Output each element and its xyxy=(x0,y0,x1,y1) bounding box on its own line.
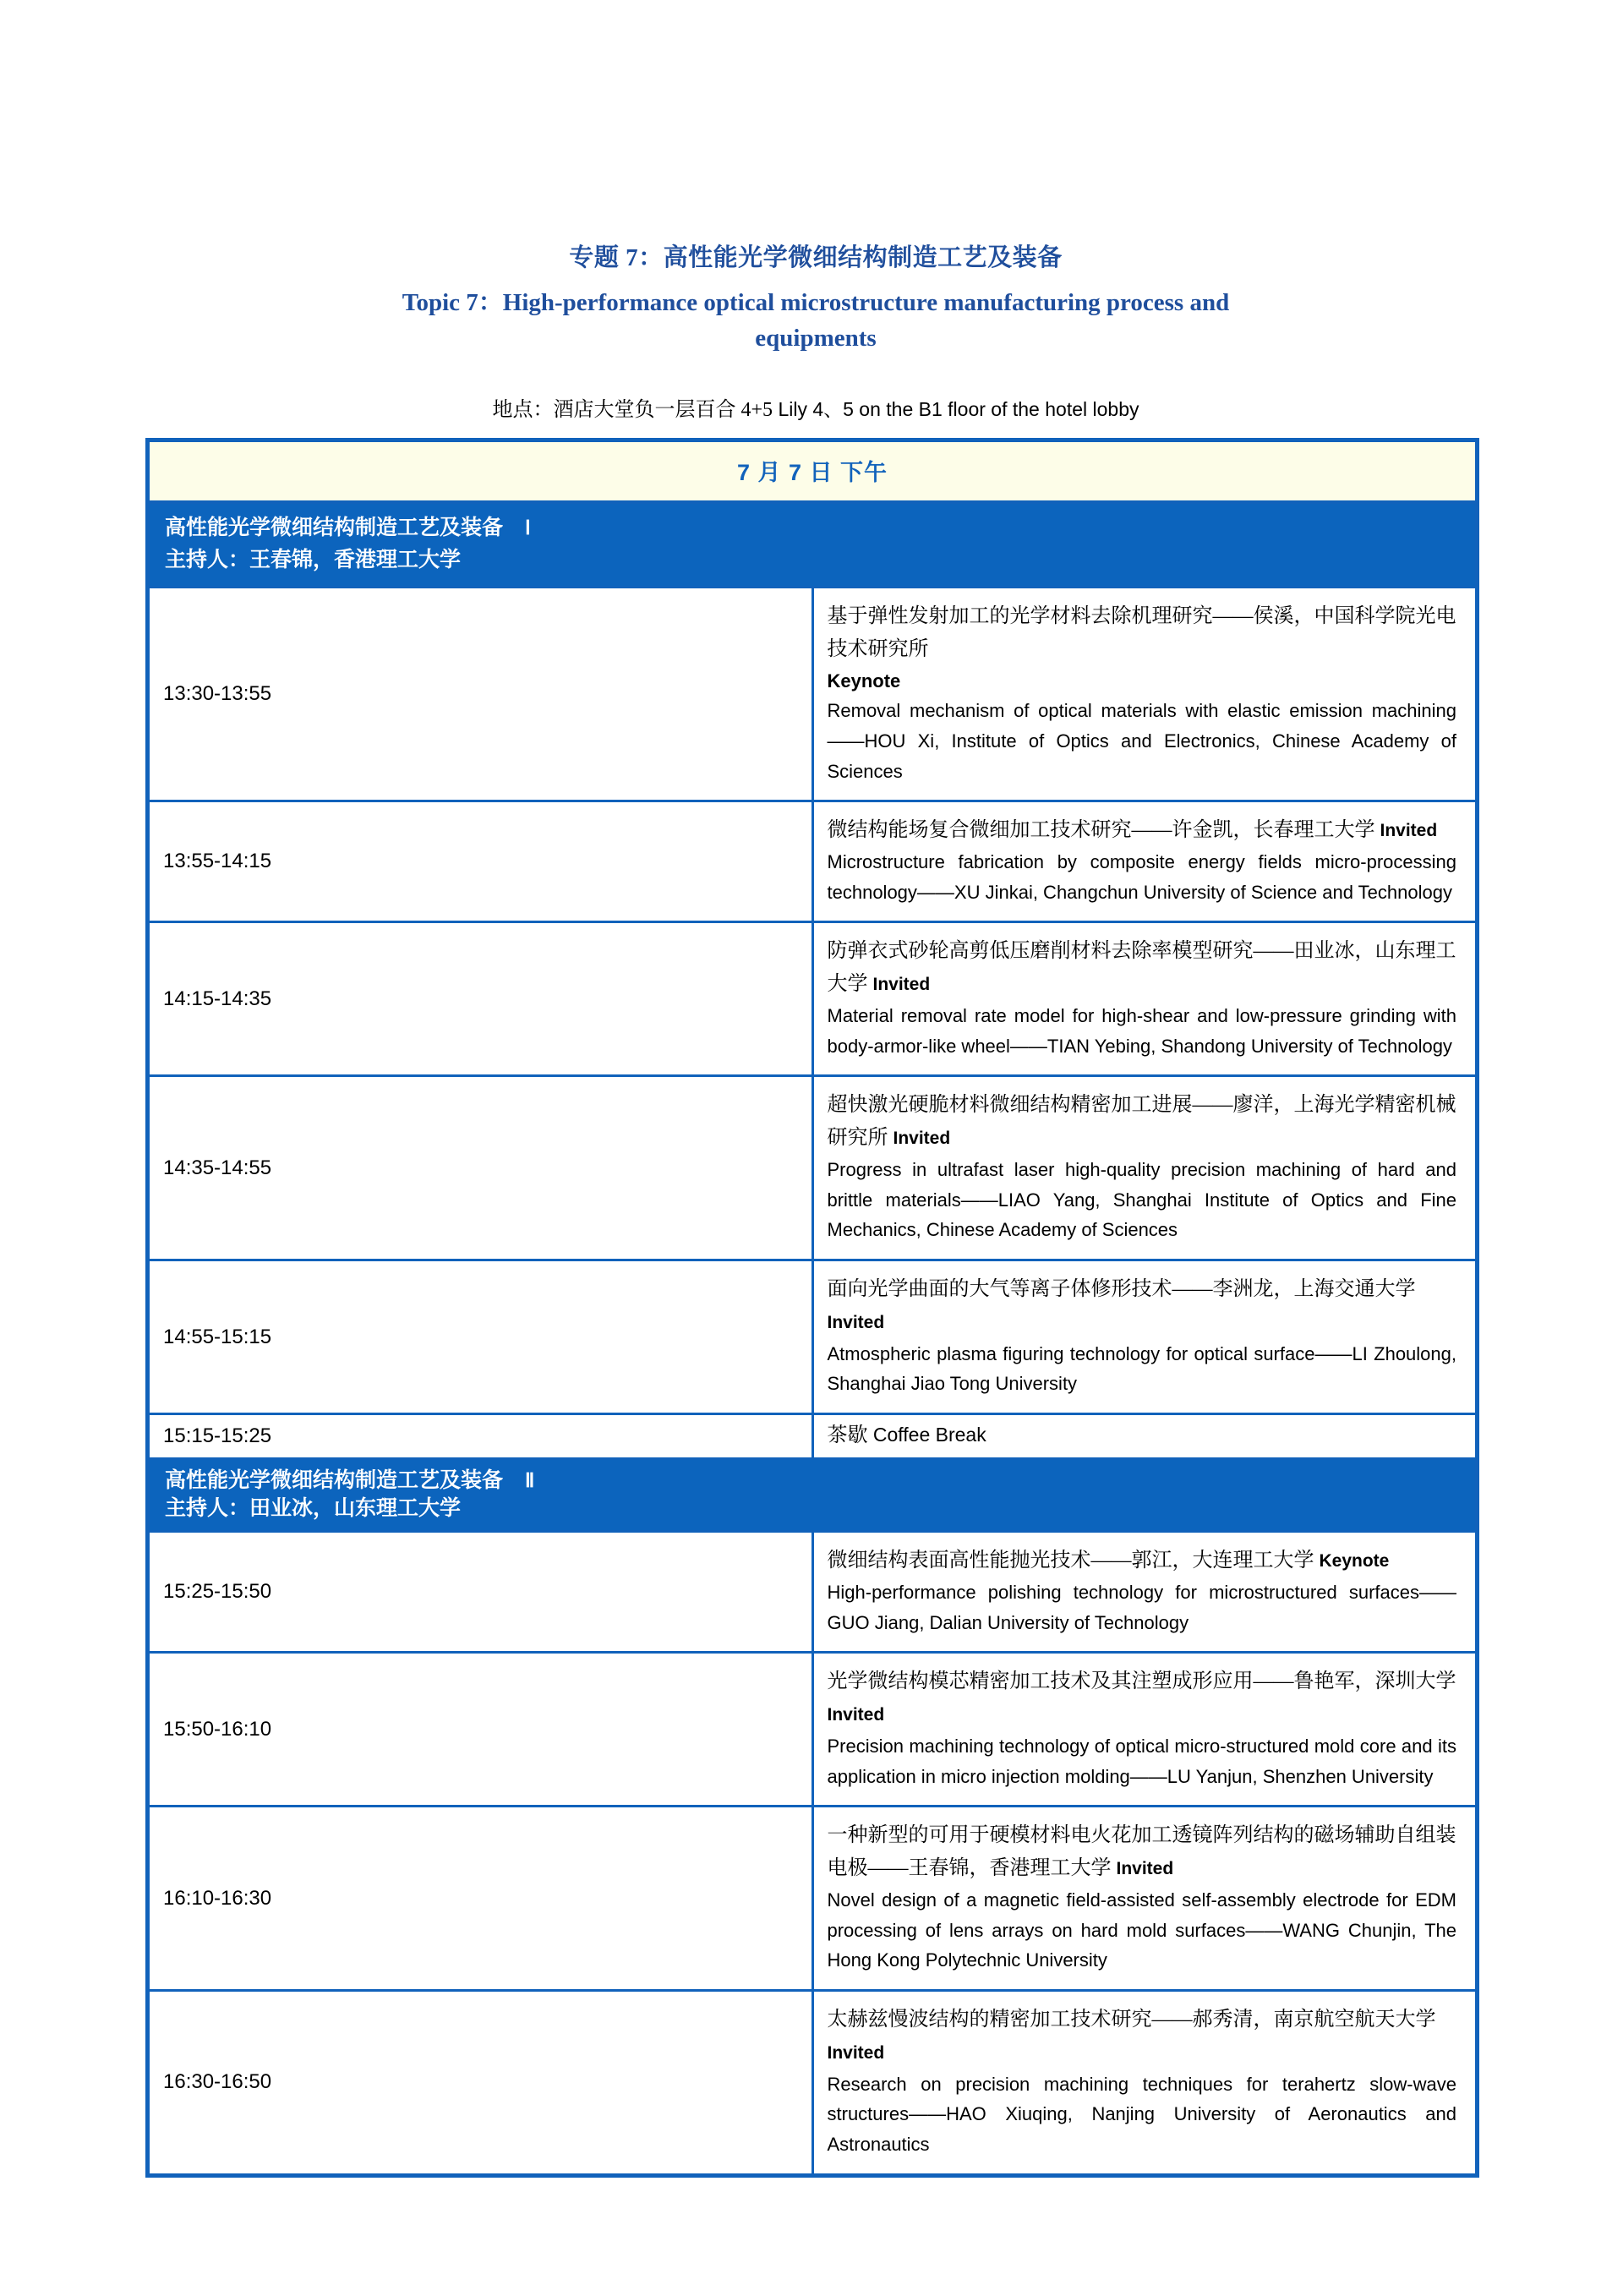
session-header-row xyxy=(150,1459,1475,1532)
break-time: 15:15-15:25 xyxy=(150,1414,812,1459)
row-content xyxy=(812,1532,1475,1653)
date-banner-cell xyxy=(150,442,1475,502)
session-2-roman: Ⅱ xyxy=(525,1469,535,1492)
row-time: 14:15-14:35 xyxy=(150,922,812,1076)
talk-title-chinese xyxy=(828,1544,1457,1577)
row-content xyxy=(812,801,1475,922)
table-row xyxy=(150,922,1475,1076)
talk-title-chinese-text: 面向光学曲面的大气等离子体修形技术——李洲龙，上海交通大学 xyxy=(827,1278,1416,1300)
session-1-chair: 主持人：王春锦，香港理工大学 xyxy=(165,547,462,571)
row-time: 14:35-14:55 xyxy=(150,1076,812,1260)
talk-title-chinese xyxy=(828,814,1457,847)
row-time: 16:10-16:30 xyxy=(150,1807,812,1991)
row-time: 13:55-14:15 xyxy=(150,801,812,922)
session-2-title-text: 高性能光学微细结构制造工艺及装备 xyxy=(165,1468,504,1493)
row-time: 16:30-16:50 xyxy=(150,1990,812,2173)
break-label-chinese: 茶歇 xyxy=(827,1424,868,1446)
talk-title-chinese-text: 微细结构表面高性能抛光技术——郭江，大连理工大学 xyxy=(827,1550,1314,1572)
session-header-row xyxy=(150,502,1475,588)
talk-title-chinese-text: 防弹衣式砂轮高剪低压磨削材料去除率模型研究——田业冰，山东理工大学 xyxy=(827,940,1456,996)
venue-english: Lily 4、5 on the B1 floor of the hotel lobby xyxy=(778,398,1139,420)
talk-type-badge: Invited xyxy=(827,1705,885,1725)
talk-title-english: Novel design of a magnetic field-assisted self-assembly electrode for EDM processing of lens arrays on hard mold surfaces——WANG Chunjin, The Hong Kong Polytechnic University xyxy=(827,1889,1456,1971)
talk-title-chinese xyxy=(828,1819,1457,1885)
talk-title-chinese-text: 微结构能场复合微细加工技术研究——许金凯，长春理工大学 xyxy=(827,819,1375,842)
break-label-english: Coffee Break xyxy=(872,1424,986,1446)
session-1-title-text: 高性能光学微细结构制造工艺及装备 xyxy=(165,516,504,539)
table-row xyxy=(150,801,1475,922)
page-title-chinese: 专题 7：高性能光学微细结构制造工艺及装备 xyxy=(569,244,1063,271)
talk-title-chinese-text: 太赫兹慢波结构的精密加工技术研究——郝秀清，南京航空航天大学 xyxy=(827,2008,1436,2031)
talk-title-english: Progress in ultrafast laser high-quality precision machining of hard and brittle materials——LIAO Yang, Shanghai Institute of Optics and Fine Mechanics, Chinese Academy of Sciences xyxy=(827,1159,1456,1241)
talk-type-badge: Invited xyxy=(827,1312,885,1332)
row-content xyxy=(812,1990,1475,2173)
row-time: 15:25-15:50 xyxy=(150,1532,812,1653)
row-content xyxy=(812,1807,1475,1991)
table-row xyxy=(150,1076,1475,1260)
row-content xyxy=(812,922,1475,1076)
session-2-title xyxy=(165,1467,1460,1495)
break-label xyxy=(828,1423,1457,1449)
schedule-table xyxy=(145,438,1479,2178)
talk-type-badge: Invited xyxy=(827,2042,885,2063)
talk-title-chinese-text: 光学微结构模芯精密加工技术及其注塑成形应用——鲁艳军，深圳大学 xyxy=(827,1670,1456,1693)
row-time: 14:55-15:15 xyxy=(150,1260,812,1414)
table-row xyxy=(150,1260,1475,1414)
page-title-english-line2: equipments xyxy=(755,325,877,353)
talk-type-badge: Keynote xyxy=(1319,1551,1390,1572)
row-content xyxy=(812,1653,1475,1807)
table-row xyxy=(150,588,1475,801)
row-content xyxy=(812,1260,1475,1414)
talk-title-english: Precision machining technology of optical micro-structured mold core and its application in micro injection molding——LU Yanjun, Shenzhen University xyxy=(827,1736,1456,1787)
row-content xyxy=(812,588,1475,801)
talk-title-english: Microstructure fabrication by composite energy fields micro-processing technology——XU Jinkai, Changchun University of Science and Technology xyxy=(827,851,1456,903)
row-content xyxy=(812,1076,1475,1260)
talk-title-english: Atmospheric plasma figuring technology for optical surface——LI Zhoulong, Shanghai Jiao Tong University xyxy=(827,1342,1456,1395)
talk-title-chinese-text: 超快激光硬脆材料微细结构精密加工进展——廖洋，上海光学精密机械研究所 xyxy=(827,1094,1456,1150)
talk-type-badge: Invited xyxy=(1380,821,1438,841)
venue-line xyxy=(144,397,1488,424)
talk-type-badge: Keynote xyxy=(827,670,901,692)
table-row xyxy=(150,1653,1475,1807)
table-row xyxy=(150,1990,1475,2173)
row-time: 15:50-16:10 xyxy=(150,1653,812,1807)
talk-title-chinese xyxy=(828,1665,1457,1731)
talk-title-chinese-text: 一种新型的可用于硬模材料电火花加工透镜阵列结构的磁场辅助自组装电极——王春锦，香港理工大学 xyxy=(827,1824,1456,1880)
date-banner-text: 7 月 7 日 下午 xyxy=(736,460,888,485)
talk-title-english: Research on precision machining techniques for terahertz slow-wave structures——HAO Xiuqing, Nanjing University of Aeronautics and Astronautics xyxy=(827,2073,1456,2155)
talk-title-english: Material removal rate model for high-shear and low-pressure grinding with body-armor-like wheel——TIAN Yebing, Shandong University of Technology xyxy=(827,1005,1456,1057)
talk-title-chinese xyxy=(828,935,1457,1001)
talk-title-english: Removal mechanism of optical materials with elastic emission machining——HOU Xi, Institute of Optics and Electronics, Chinese Academy of Sciences xyxy=(827,700,1456,782)
session-1-roman: Ⅰ xyxy=(525,517,531,538)
table-row xyxy=(150,1532,1475,1653)
talk-title-chinese: 基于弹性发射加工的光学材料去除机理研究——侯溪，中国科学院光电技术研究所 xyxy=(827,605,1456,660)
break-row xyxy=(150,1414,1475,1459)
session-header-2 xyxy=(150,1459,1475,1532)
document-title-block xyxy=(144,242,1488,356)
talk-title-english: High-performance polishing technology for microstructured surfaces——GUO Jiang, Dalian University of Technology xyxy=(827,1582,1456,1633)
session-header-1 xyxy=(150,502,1475,588)
talk-type-badge: Invited xyxy=(893,1129,951,1149)
venue-chinese: 地点：酒店大堂负一层百合 4+5 xyxy=(492,399,773,421)
page-title-english xyxy=(144,285,1488,356)
session-1-title xyxy=(165,512,1460,544)
table-row xyxy=(150,1807,1475,1991)
date-banner-row xyxy=(150,442,1475,502)
talk-type-badge: Invited xyxy=(872,975,931,995)
row-time: 13:30-13:55 xyxy=(150,588,812,801)
break-content xyxy=(812,1414,1475,1459)
talk-title-chinese xyxy=(828,1089,1457,1155)
page-title-english-line1: Topic 7：High-performance optical microstructure manufacturing process and xyxy=(402,289,1230,317)
talk-title-chinese xyxy=(828,2004,1457,2069)
talk-title-chinese xyxy=(828,1273,1457,1339)
talk-type-badge: Invited xyxy=(1116,1859,1174,1879)
session-2-chair: 主持人：田业冰，山东理工大学 xyxy=(165,1495,462,1520)
